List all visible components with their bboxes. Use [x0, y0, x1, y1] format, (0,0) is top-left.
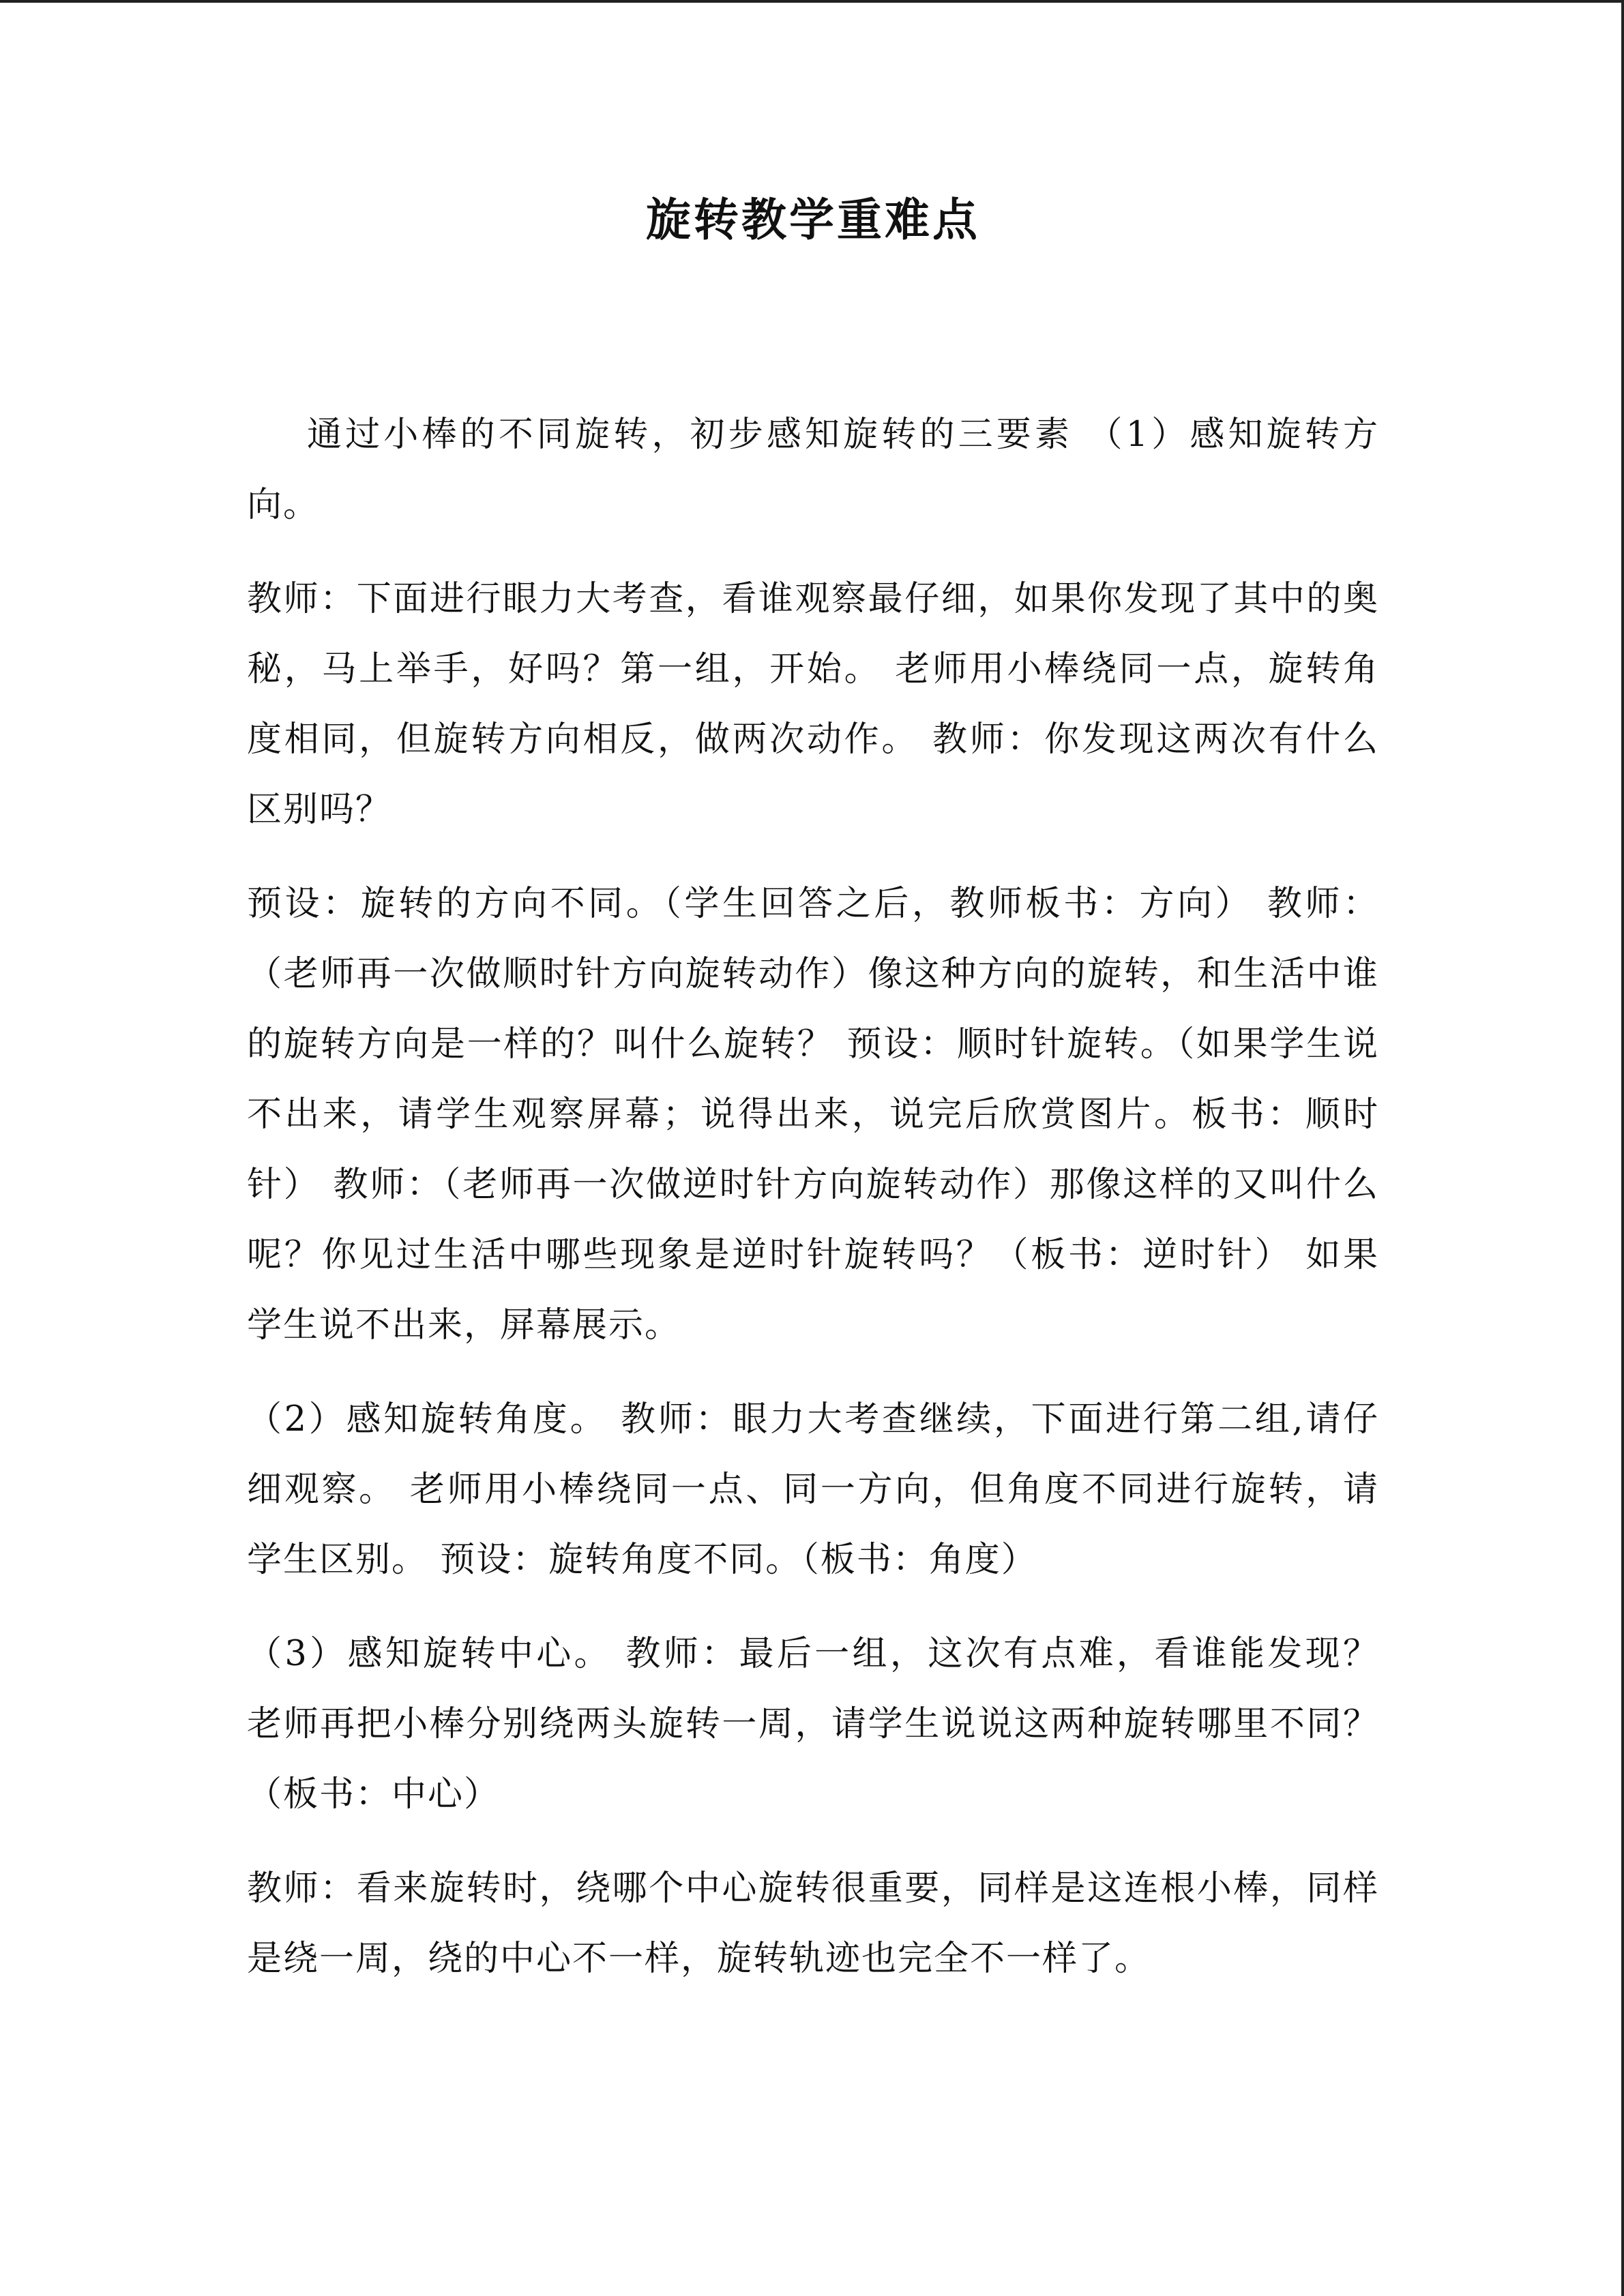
paragraph-direction-presets: 预设：旋转的方向不同。（学生回答之后，教师板书：方向） 教师：（老师再一次做顺时针方向旋转动作）像这种方向的旋转，和生活中谁的旋转方向是一样的？叫什么旋转？ 预设：顺时针旋转。（如果学生说不出来，请学生观察屏幕；说得出来，说完后欣赏图片。板书：顺时针） 教师：（老师再一次做逆时针方向旋转动作）那像这样的又叫什么呢？你见过生活中哪些现象是逆时针旋转吗？（板书：逆时针） 如果学生说不出来，屏幕展示。 [247, 883, 1379, 1345]
page-border-right [1621, 0, 1624, 2296]
document-body [247, 191, 1379, 2018]
paragraph-angle: （2）感知旋转角度。 教师：眼力大考查继续，下面进行第二组,请仔细观察。 老师用小棒绕同一点、同一方向，但角度不同进行旋转，请学生区别。 预设：旋转角度不同。（板书：角度） [247, 1399, 1379, 1580]
paragraph-direction-demo: 教师：下面进行眼力大考查，看谁观察最仔细，如果你发现了其中的奥秘，马上举手，好吗？第一组，开始。 老师用小棒绕同一点，旋转角度相同，但旋转方向相反，做两次动作。 教师：你发现这两次有什么区别吗？ [247, 578, 1379, 830]
document-title: 旋转教学重难点 [646, 194, 980, 246]
page-border-top [0, 0, 1624, 3]
paragraph-conclusion: 教师：看来旋转时，绕哪个中心旋转很重要，同样是这连根小棒，同样是绕一周，绕的中心不一样，旋转轨迹也完全不一样了。 [247, 1868, 1379, 1979]
paragraph-center: （3）感知旋转中心。 教师：最后一组，这次有点难，看谁能发现？ 老师再把小棒分别绕两头旋转一周，请学生说说这两种旋转哪里不同？（板书：中心） [247, 1633, 1379, 1815]
paragraph-intro: 通过小棒的不同旋转，初步感知旋转的三要素 （1）感知旋转方向。 [247, 414, 1379, 525]
